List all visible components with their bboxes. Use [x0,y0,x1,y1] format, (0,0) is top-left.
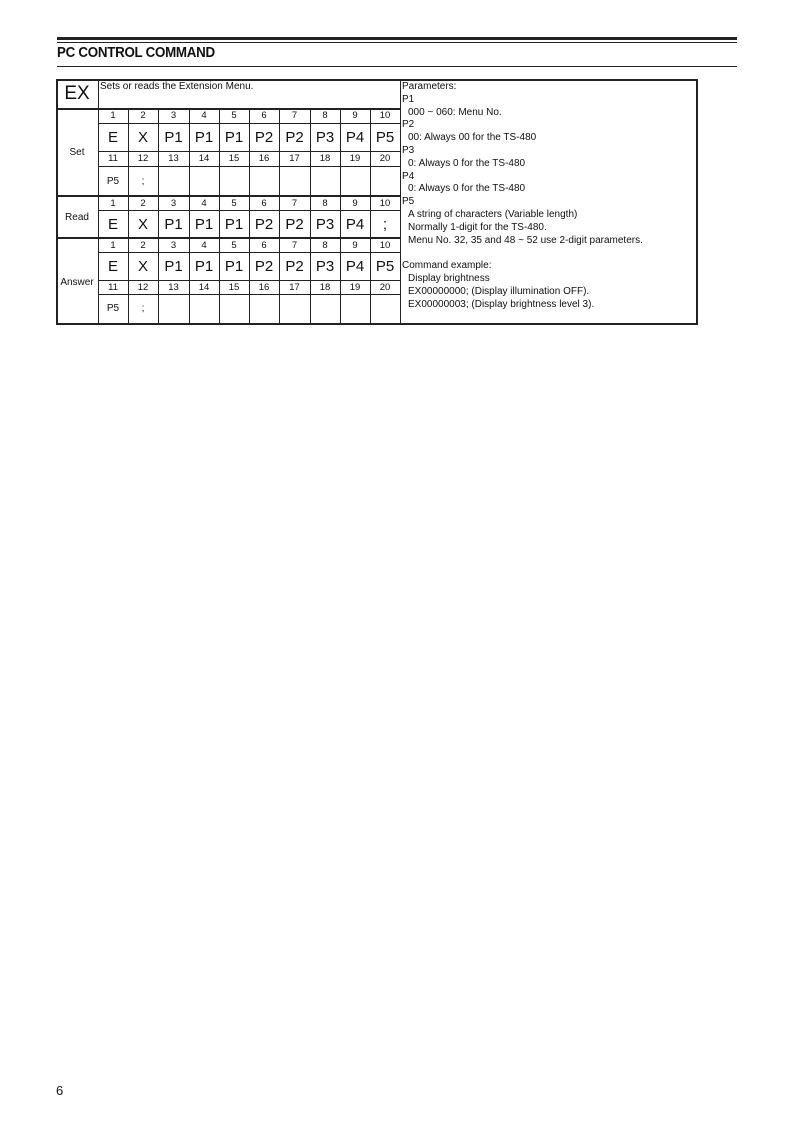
set-row-2-cell [219,166,249,196]
answer-index-row-2-cell: 16 [258,281,270,293]
answer-index-row-1-cell: 2 [140,239,146,251]
parameters-panel [402,81,697,311]
set-row-2-cell [370,166,400,196]
parameter-line: 00: Always 00 for the TS-480 [408,132,537,144]
read-row-cell: P4 [345,215,365,233]
read-index-row-cell: 4 [201,197,207,209]
set-index-row-1-cell: 2 [140,110,146,121]
read-row-cell: P1 [194,215,214,233]
read-index-row-cell: 2 [140,197,146,209]
page-title: PC CONTROL COMMAND [57,45,215,61]
set-index-row-1-cell: 4 [201,110,207,121]
read-row-cell: P1 [164,215,183,233]
set-index-row-1-cell: 8 [322,110,328,121]
parameter-line: P1 [402,93,415,105]
read-index-row-cell: 1 [110,197,116,209]
parameter-line: P3 [402,144,415,156]
answer-row-1-cell: P2 [254,257,274,275]
answer-row-2-cell [370,294,400,323]
parameter-line: A string of characters (Variable length) [408,208,578,220]
set-index-row-1-cell: 5 [231,110,237,121]
set-index-row-2-cell: 18 [319,153,331,164]
set-row-1-cell: E [107,128,118,146]
mode-label-set: Set [69,146,85,158]
header-rule-thin [57,42,737,43]
answer-row-2-cell [219,294,249,323]
read-index-row-cell: 6 [261,197,267,209]
set-index-row-2-cell: 17 [289,153,300,164]
set-row-2-cell [310,166,340,196]
example-line: EX00000000; (Display illumination OFF). [408,285,590,297]
answer-index-row-2-cell: 17 [289,281,300,293]
answer-index-row-2-cell: 14 [198,281,210,293]
answer-row-1-cell: P1 [194,257,214,275]
example-list [402,273,697,311]
answer-row-2-cell [340,294,370,323]
example-heading: Command example: [402,260,492,272]
set-row-1-cell: X [137,128,148,146]
parameter-line: 0: Always 0 for the TS-480 [408,157,526,169]
set-row-2-cell [249,166,279,196]
set-index-row-2-cell: 13 [168,153,179,164]
answer-index-row-2-cell: 15 [228,281,240,293]
parameter-line: P4 [402,170,415,182]
parameter-line: 0: Always 0 for the TS-480 [408,183,526,195]
read-row-cell: P1 [224,215,244,233]
set-row-2-cell [158,166,189,196]
answer-row-1-cell: P4 [345,257,365,275]
answer-row-2-cell [249,294,279,323]
parameter-line: Normally 1-digit for the TS-480. [408,221,547,233]
answer-index-row-2-cell: 18 [319,281,331,293]
answer-index-row-1-cell: 7 [291,239,298,251]
answer-row-2-cell [279,294,310,323]
read-index-row-cell: 9 [352,197,358,209]
set-index-row-2-cell: 14 [198,153,210,164]
read-index-row-cell: 10 [379,197,391,209]
parameter-line: P5 [402,196,415,208]
set-index-row-1-cell: 3 [170,110,177,121]
answer-index-row-1-cell: 6 [261,239,267,251]
answer-row-1-cell: P2 [285,257,304,275]
answer-index-row-2-cell: 12 [137,281,149,293]
answer-row-2-cell [189,294,219,323]
answer-row-1-cell: E [107,257,118,275]
answer-index-row-1-cell: 8 [322,239,328,251]
answer-row-1-cell: P1 [164,257,183,275]
read-index-row-cell: 7 [291,197,298,209]
answer-row-2-cell: P5 [106,303,120,314]
answer-row-1-cell: P3 [315,257,335,275]
set-row-1-cell: P3 [315,128,335,146]
parameter-line: Menu No. 32, 35 and 48 ~ 52 use 2-digit parameters. [408,234,643,246]
read-index-row-cell: 3 [170,197,177,209]
mode-label-read: Read [65,211,89,223]
set-row-1-cell: P4 [345,128,365,146]
answer-row-2-cell [310,294,340,323]
answer-row-1-cell: P1 [224,257,244,275]
answer-index-row-1-cell: 4 [201,239,207,251]
read-row-cell: P3 [315,215,335,233]
set-row-2-cell: ; [141,175,145,187]
example-line: EX00000003; (Display brightness level 3). [408,298,595,310]
answer-index-row-2-cell: 11 [108,281,118,293]
page-number: 6 [56,1083,64,1098]
answer-index-row-1-cell: 3 [170,239,177,251]
set-index-row-1-cell: 6 [261,110,267,121]
parameter-line: P2 [402,119,415,131]
read-index-row-cell: 5 [231,197,237,209]
answer-index-row-1-cell: 10 [379,239,391,251]
set-row-1-cell: P2 [285,128,304,146]
read-row-cell: X [137,215,148,233]
grid-right-border [400,79,401,325]
set-row-1-cell: P1 [164,128,183,146]
set-index-row-2-cell: 16 [258,153,270,164]
title-underline [57,66,737,67]
set-index-row-2-cell: 15 [228,153,240,164]
set-index-row-1-cell: 1 [110,110,116,121]
read-row-cell: P2 [254,215,274,233]
set-row-2-cell [340,166,370,196]
example-line: Display brightness [408,272,490,284]
set-row-2-cell [279,166,310,196]
set-index-row-2-cell: 12 [137,153,149,164]
read-row-cell: P2 [285,215,304,233]
read-row-cell: ; [382,215,388,233]
mode-label-answer: Answer [60,276,94,288]
read-index-row-cell: 8 [322,197,328,209]
parameter-list [402,94,697,248]
answer-row-2-cell [158,294,189,323]
set-row-1-cell: P2 [254,128,274,146]
set-row-2-cell: P5 [106,175,120,187]
set-index-row-1-cell: 9 [352,110,358,121]
parameters-heading: Parameters: [402,81,457,92]
set-index-row-1-cell: 10 [379,110,391,121]
header-rule [57,37,737,40]
set-row-1-cell: P5 [375,128,395,146]
set-row-1-cell: P1 [194,128,214,146]
set-index-row-2-cell: 19 [349,153,361,164]
answer-index-row-1-cell: 9 [352,239,358,251]
set-index-row-2-cell: 11 [108,153,118,164]
set-row-2-cell [189,166,219,196]
answer-row-1-cell: X [137,257,148,275]
read-row-cell: E [107,215,118,233]
command-description: Sets or reads the Extension Menu. [100,81,254,92]
answer-index-row-1-cell: 5 [231,239,237,251]
answer-index-row-2-cell: 19 [349,281,361,293]
set-index-row-1-cell: 7 [291,110,298,121]
parameter-line: 000 ~ 060: Menu No. [408,106,502,118]
answer-index-row-2-cell: 20 [379,281,391,293]
answer-row-1-cell: P5 [375,257,395,275]
answer-index-row-2-cell: 13 [168,281,179,293]
set-row-1-cell: P1 [224,128,244,146]
set-index-row-2-cell: 20 [379,153,391,164]
answer-row-2-cell: ; [141,303,145,314]
answer-index-row-1-cell: 1 [110,239,116,251]
command-code: EX [64,82,90,104]
